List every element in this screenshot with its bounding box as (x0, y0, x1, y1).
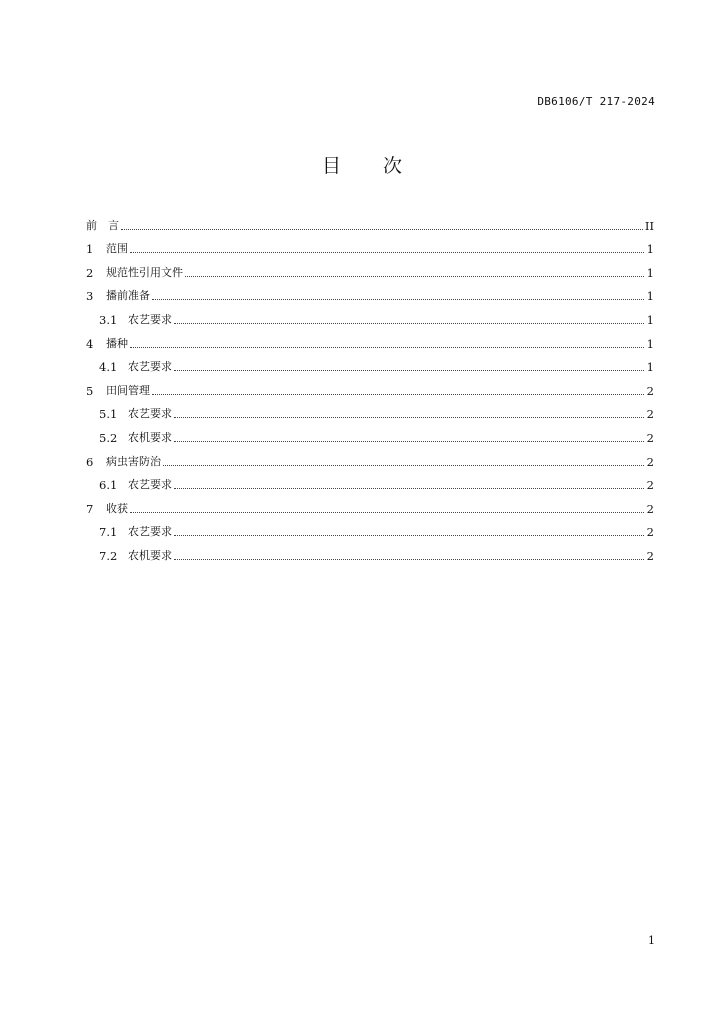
toc-leader-dots (185, 276, 644, 277)
toc-entry[interactable] (86, 516, 654, 540)
toc-leader-dots (152, 299, 644, 300)
toc-entry-label: 农机要求 (128, 548, 172, 562)
toc-entry[interactable] (86, 209, 654, 233)
toc-leader-dots (130, 252, 644, 253)
toc-entry[interactable] (86, 303, 654, 327)
toc-entry-label: 规范性引用文件 (106, 265, 183, 279)
toc-entry[interactable] (86, 351, 654, 375)
toc-entry-number: 5.2 (99, 430, 118, 445)
toc-entry-label: 农艺要求 (128, 478, 172, 492)
toc-entry-page: 1 (646, 312, 654, 327)
page-number: 1 (648, 934, 655, 947)
toc-title: 目 次 (321, 155, 421, 177)
toc-entry-label: 收获 (106, 501, 128, 515)
toc-entry-number: 5 (86, 383, 94, 398)
toc-entry-page: 1 (646, 336, 654, 351)
toc-entry-number: 6 (86, 454, 94, 469)
toc-entry-page: 2 (646, 430, 654, 445)
toc-leader-dots (174, 559, 644, 560)
toc-entry[interactable] (86, 539, 654, 563)
toc-entry-label: 范围 (106, 242, 128, 256)
toc-entry[interactable] (86, 280, 654, 304)
toc-entry-label: 播种 (106, 336, 128, 350)
table-of-contents (86, 209, 654, 563)
toc-entry-label: 农艺要求 (128, 312, 172, 326)
toc-entry-number: 3 (86, 289, 94, 304)
toc-entry-page: 1 (646, 289, 654, 304)
toc-entry-page: 1 (646, 242, 654, 257)
toc-entry-label: 播前准备 (106, 289, 150, 303)
toc-entry-label: 前 言 (86, 218, 119, 232)
toc-leader-dots (174, 370, 644, 371)
toc-entry-page: 2 (646, 525, 654, 540)
toc-entry-page: 2 (646, 478, 654, 493)
toc-entry-page: 1 (646, 265, 654, 280)
toc-leader-dots (174, 417, 644, 418)
toc-entry-page: 2 (646, 407, 654, 422)
toc-leader-dots (174, 535, 644, 536)
toc-entry-page: 2 (646, 454, 654, 469)
toc-entry-label: 农艺要求 (128, 525, 172, 539)
toc-leader-dots (163, 465, 644, 466)
toc-leader-dots (174, 441, 644, 442)
toc-entry-page: 2 (646, 501, 654, 516)
toc-entry[interactable] (86, 469, 654, 493)
toc-entry-label: 农机要求 (128, 430, 172, 444)
toc-entry-label: 田间管理 (106, 383, 150, 397)
toc-entry[interactable] (86, 374, 654, 398)
toc-entry[interactable] (86, 492, 654, 516)
toc-entry[interactable] (86, 233, 654, 257)
toc-entry-label: 农艺要求 (128, 407, 172, 421)
toc-entry-number: 7.2 (99, 548, 118, 563)
toc-entry[interactable] (86, 421, 654, 445)
toc-entry-page: 1 (646, 360, 654, 375)
toc-entry-page: 2 (646, 548, 654, 563)
toc-leader-dots (152, 394, 644, 395)
standard-code: DB6106/T 217-2024 (537, 95, 655, 108)
toc-entry-label: 农艺要求 (128, 360, 172, 374)
toc-entry-number: 7.1 (99, 525, 118, 540)
toc-entry-number: 4 (86, 336, 94, 351)
toc-entry[interactable] (86, 256, 654, 280)
toc-entry[interactable] (86, 398, 654, 422)
toc-leader-dots (174, 488, 644, 489)
toc-entry-number: 1 (86, 242, 94, 257)
toc-entry-number: 6.1 (99, 478, 118, 493)
toc-entry-number: 7 (86, 501, 94, 516)
toc-leader-dots (130, 512, 644, 513)
toc-entry-label: 病虫害防治 (106, 454, 161, 468)
toc-entry-page: II (644, 218, 654, 233)
toc-entry[interactable] (86, 445, 654, 469)
toc-leader-dots (121, 229, 643, 230)
toc-entry-page: 2 (646, 383, 654, 398)
toc-entry[interactable] (86, 327, 654, 351)
toc-leader-dots (130, 347, 644, 348)
toc-entry-number: 3.1 (99, 312, 118, 327)
toc-entry-number: 4.1 (99, 360, 118, 375)
toc-leader-dots (174, 323, 644, 324)
toc-entry-number: 2 (86, 265, 94, 280)
toc-entry-number: 5.1 (99, 407, 118, 422)
